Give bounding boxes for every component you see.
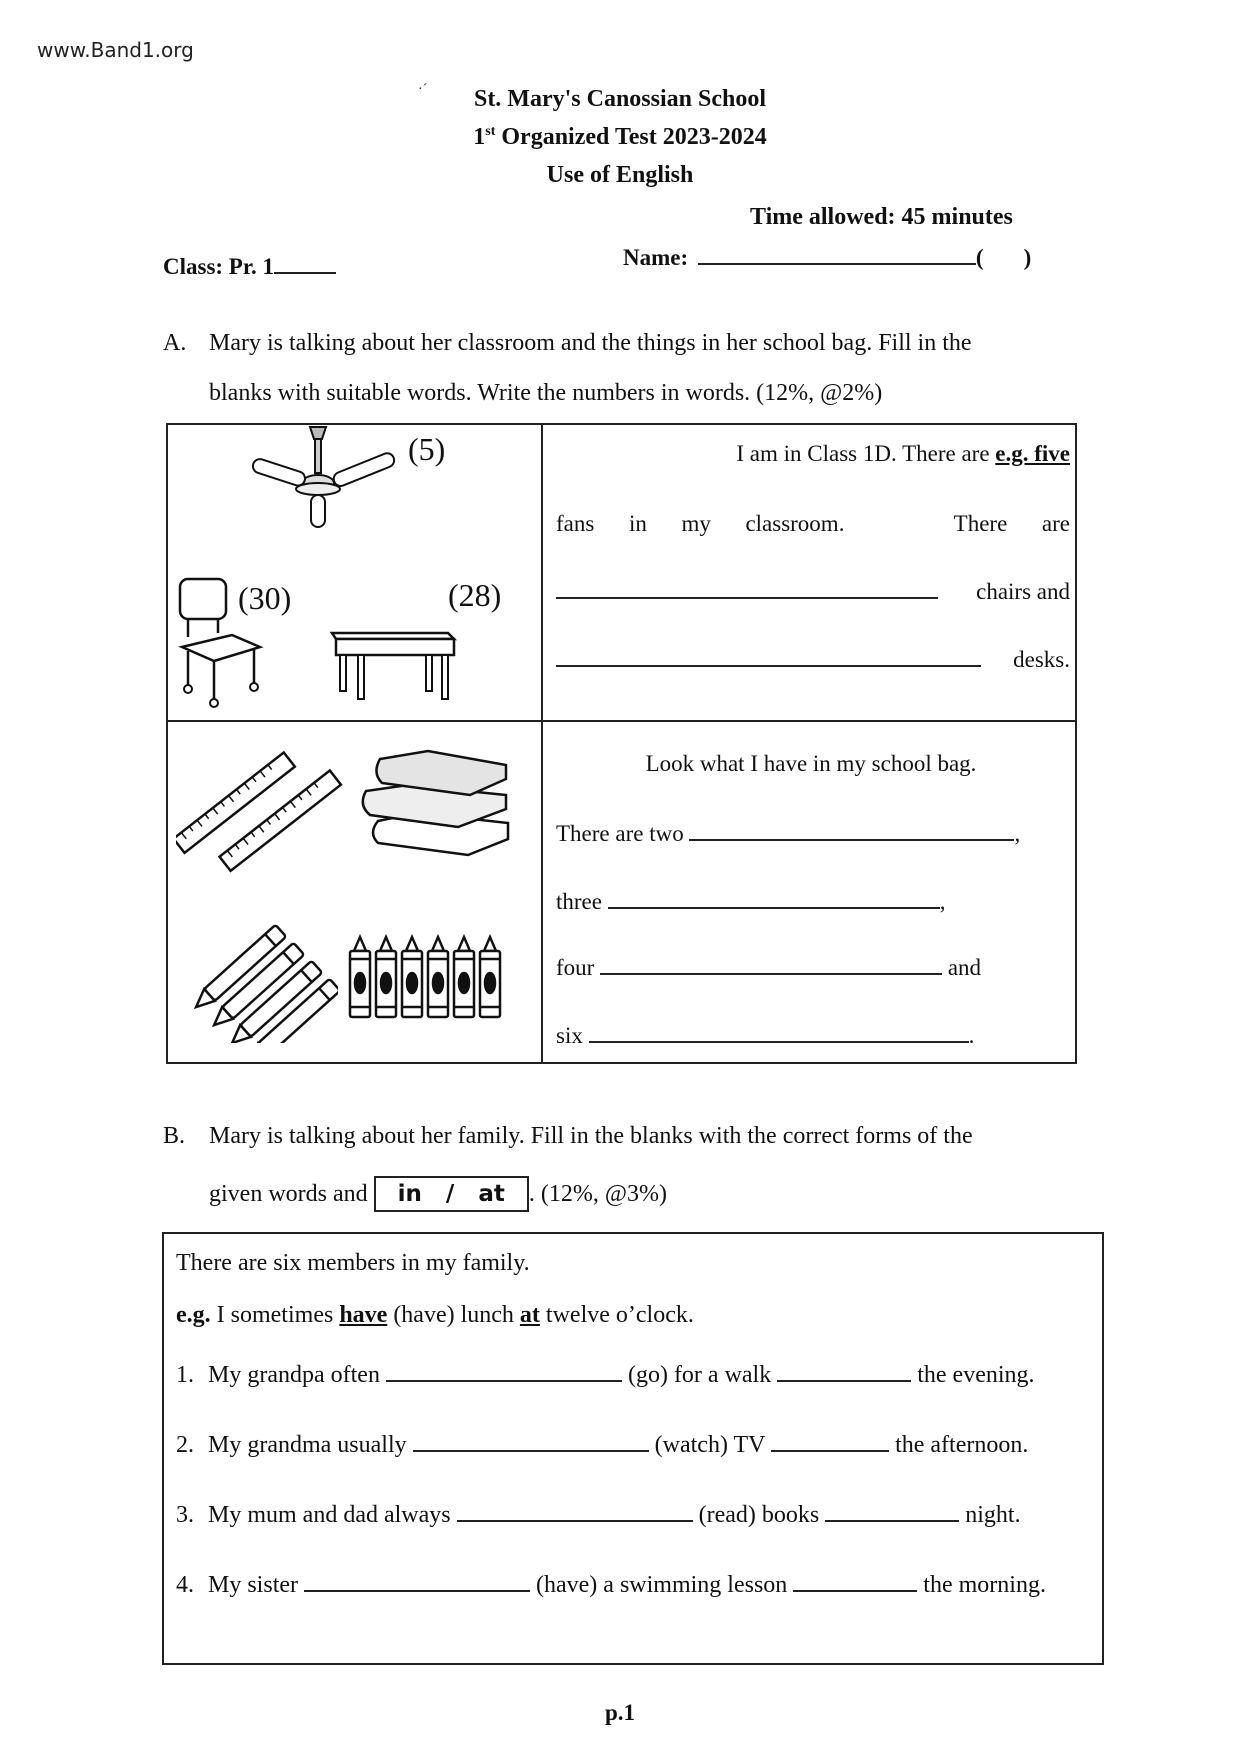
schoolbag-line3: four and — [556, 955, 982, 980]
scan-mark: ·´ — [418, 82, 428, 97]
name-label: Name: — [623, 245, 689, 270]
item1-verb-blank[interactable] — [386, 1379, 622, 1382]
desk-count-label: (28) — [448, 577, 502, 613]
rulers-blank[interactable] — [689, 838, 1014, 841]
books-blank[interactable] — [608, 906, 940, 909]
section-a-instruction: A. Mary is talking about her classroom and the things in her school bag. Fill in the — [163, 330, 972, 356]
desks-blank[interactable] — [556, 664, 981, 667]
books-icon — [358, 743, 518, 863]
school-name: St. Mary's Canossian School — [473, 86, 767, 112]
pencils-icon — [188, 903, 338, 1043]
schoolbag-line2: three , — [556, 889, 946, 914]
item1-prep-blank[interactable] — [777, 1379, 911, 1382]
classroom-line2: fans in my classroom. There are — [556, 511, 1070, 536]
schoolbag-heading: Look what I have in my school bag. — [645, 751, 977, 776]
watermark: www.Band1.org — [37, 38, 194, 62]
family-item-2: 2. My grandma usually (watch) TV the afternoon. — [176, 1432, 1029, 1458]
desk-icon — [328, 625, 458, 705]
table-divider-vertical — [541, 425, 543, 1062]
word-box: in / at — [374, 1176, 529, 1212]
schoolbag-line1: There are two , — [556, 821, 1021, 846]
section-b-instruction: B. Mary is talking about her family. Fill in the blanks with the correct forms of the — [163, 1123, 973, 1149]
ceiling-fan-icon — [248, 425, 418, 535]
item4-prep-blank[interactable] — [793, 1589, 917, 1592]
family-example: e.g. I sometimes have (have) lunch at twelve o’clock. — [176, 1302, 694, 1328]
section-b-instruction-line2: given words and in / at . (12%, @3%) — [209, 1176, 667, 1212]
class-field[interactable] — [163, 254, 336, 280]
family-intro: There are six members in my family. — [176, 1250, 530, 1276]
classroom-line1: I am in Class 1D. There are e.g. five — [736, 441, 1070, 466]
classroom-line3: chairs and — [556, 579, 1070, 605]
chairs-blank[interactable] — [556, 596, 938, 599]
class-label: Class: Pr. 1 — [163, 254, 274, 279]
family-item-1: 1. My grandpa often (go) for a walk the evening. — [176, 1362, 1035, 1388]
item2-prep-blank[interactable] — [771, 1449, 889, 1452]
pencils-blank[interactable] — [600, 972, 942, 975]
section-a-instruction-line2: blanks with suitable words. Write the numbers in words. (12%, @2%) — [209, 380, 883, 406]
subject-title: Use of English — [546, 162, 694, 188]
example-answer: e.g. five — [995, 441, 1070, 466]
family-item-4: 4. My sister (have) a swimming lesson the morning. — [176, 1572, 1046, 1598]
table-divider-horizontal — [168, 720, 1075, 722]
rulers-icon — [176, 735, 346, 875]
item4-verb-blank[interactable] — [304, 1589, 530, 1592]
classroom-line4: desks. — [556, 647, 1070, 673]
crayons-icon — [348, 933, 508, 1023]
chair-count-label: (30) — [238, 580, 292, 616]
test-title: 1st Organized Test 2023-2024 — [473, 124, 767, 150]
name-field[interactable]: Name: ( ) — [623, 245, 1032, 270]
page-number: p.1 — [604, 1700, 636, 1725]
item2-verb-blank[interactable] — [413, 1449, 649, 1452]
schoolbag-line4: six . — [556, 1023, 975, 1048]
time-allowed: Time allowed: 45 minutes — [750, 204, 1013, 230]
crayons-blank[interactable] — [589, 1040, 969, 1043]
section-a-table — [166, 423, 1077, 1064]
fan-count-label: (5) — [408, 431, 446, 467]
item3-verb-blank[interactable] — [457, 1519, 693, 1522]
class-blank[interactable] — [274, 271, 336, 274]
name-blank[interactable] — [698, 262, 976, 265]
family-item-3: 3. My mum and dad always (read) books night. — [176, 1502, 1021, 1528]
item3-prep-blank[interactable] — [825, 1519, 959, 1522]
section-b-box — [162, 1232, 1104, 1665]
